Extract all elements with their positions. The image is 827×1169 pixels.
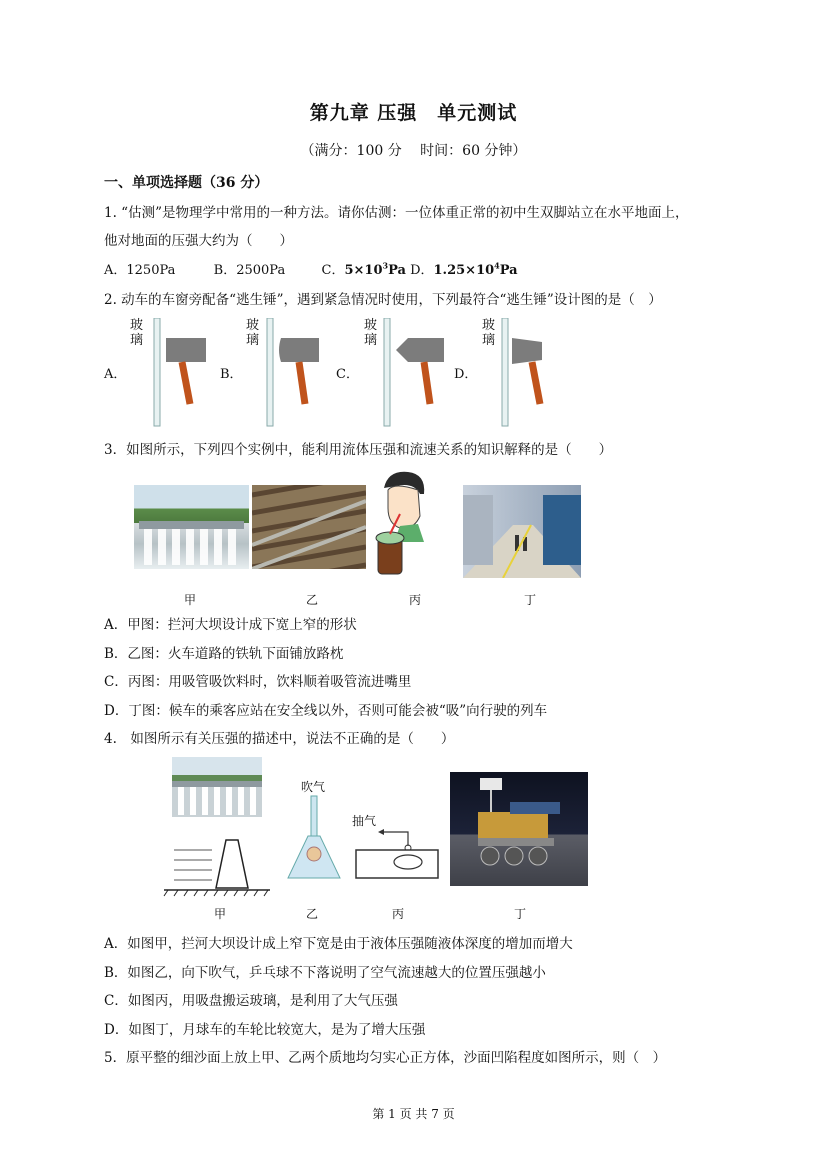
- page-title: 第九章 压强 单元测试: [309, 102, 518, 124]
- q3-option-d: D．丁图：候车的乘客应站在安全线以外，否则可能会被“吸”向行驶的列车: [104, 703, 548, 719]
- q1-option-c-value: 5×10: [344, 263, 383, 278]
- q1-line2: 他对地面的压强大约为（ ）: [104, 233, 293, 249]
- q2-glass-label-b: 玻璃: [246, 318, 260, 348]
- q3-option-b: B．乙图：火车道路的铁轨下面铺放路枕: [104, 646, 344, 662]
- q2-figure: [104, 318, 604, 428]
- q4-option-d: D．如图丁，月球车的车轮比较宽大，是为了增大压强: [104, 1022, 426, 1038]
- funnel-pingpong-icon: [284, 794, 344, 884]
- q1-option-d-prefix: D．: [410, 263, 434, 278]
- q2-glass-label-d: 玻璃: [482, 318, 496, 348]
- dam-spillway-icon: [134, 485, 249, 569]
- dam-photo: [134, 485, 249, 569]
- blow-air-label: 吹气: [301, 780, 326, 794]
- q1-option-c-unit: Pa: [388, 263, 406, 278]
- q3-option-c: C．丙图：用吸管吸饮料时，饮料顺着吸管流进嘴里: [104, 674, 412, 690]
- q5-text: 5．原平整的细沙面上放上甲、乙两个质地均匀实心正方体，沙面凹陷程度如图所示，则（ ）: [104, 1050, 667, 1066]
- hammer-c-icon: [374, 318, 454, 428]
- lunar-rover-icon: [450, 772, 588, 886]
- q2-glass-label-a: 玻璃: [130, 318, 144, 348]
- suction-cup-icon: [352, 826, 444, 882]
- section-heading: 一、单项选择题（36 分）: [104, 175, 269, 191]
- q1-option-a: A．1250Pa: [104, 263, 176, 278]
- q4-text: 4. 如图所示有关压强的描述中，说法不正确的是（ ）: [104, 731, 455, 747]
- q4-caption-yi: 乙: [305, 907, 318, 921]
- hammer-b-icon: [257, 318, 332, 428]
- q1-option-c-exp: 3: [382, 260, 389, 271]
- subway-platform-icon: [463, 485, 581, 578]
- railway-photo: [252, 485, 366, 569]
- q3-text: 3．如图所示，下列四个实例中，能利用流体压强和流速关系的知识解释的是（ ）: [104, 442, 613, 458]
- q1-option-d-exp: 4: [494, 260, 500, 271]
- page-footer: 第 1 页 共 7 页: [372, 1107, 455, 1121]
- q4-option-a: A．如图甲，拦河大坝设计成上窄下宽是由于液体压强随液体深度的增加而增大: [104, 936, 573, 952]
- lunar-rover-photo: [450, 772, 588, 886]
- q4-option-b: B．如图乙，向下吹气，乒乓球不下落说明了空气流速越大的位置压强越小: [104, 965, 546, 981]
- q1-option-c-prefix: C．: [321, 263, 345, 278]
- q3-caption-jia: 甲: [183, 593, 196, 607]
- boy-drinking-icon: [374, 468, 434, 580]
- dam-small-photo: [172, 757, 262, 817]
- q4-caption-jia: 甲: [213, 907, 226, 921]
- q3-option-a: A．甲图：拦河大坝设计成下宽上窄的形状: [104, 617, 357, 633]
- q2-option-a-label: A．: [104, 367, 127, 382]
- dam-cross-section-icon: [160, 820, 275, 900]
- q2-option-b-label: B．: [220, 367, 243, 382]
- q3-caption-yi: 乙: [305, 593, 318, 607]
- q2-glass-label-c: 玻璃: [364, 318, 378, 348]
- hammer-d-icon: [492, 318, 572, 428]
- q3-caption-ding: 丁: [523, 593, 536, 607]
- page-subtitle: （满分：100 分 时间：60 分钟）: [300, 143, 527, 159]
- q1-option-d-value: 1.25×10: [433, 263, 495, 278]
- subway-station-photo: [463, 485, 581, 578]
- hammer-a-icon: [144, 318, 219, 428]
- dam-small-icon: [172, 757, 262, 817]
- q1-line1: 1. “估测”是物理学中常用的一种方法。请你估测：一位体重正常的初中生双脚站立在水平地面上，: [104, 205, 689, 221]
- railway-track-icon: [252, 485, 366, 569]
- q3-caption-bing: 丙: [408, 593, 421, 607]
- pump-air-label: 抽气: [352, 814, 377, 828]
- q1-option-b: B．2500Pa: [213, 263, 286, 278]
- q2-option-c-label: C．: [336, 367, 359, 382]
- q4-caption-bing: 丙: [391, 907, 404, 921]
- q2-option-d-label: D．: [454, 367, 478, 382]
- q2-text: 2. 动车的车窗旁配备“逃生锤”，遇到紧急情况时使用，下列最符合“逃生锤”设计图的是（ ）: [104, 292, 662, 308]
- q4-option-c: C．如图丙，用吸盘搬运玻璃，是利用了大气压强: [104, 993, 398, 1009]
- q1-option-d-unit: Pa: [499, 263, 518, 278]
- q4-caption-ding: 丁: [513, 907, 526, 921]
- q1-options: [104, 259, 518, 278]
